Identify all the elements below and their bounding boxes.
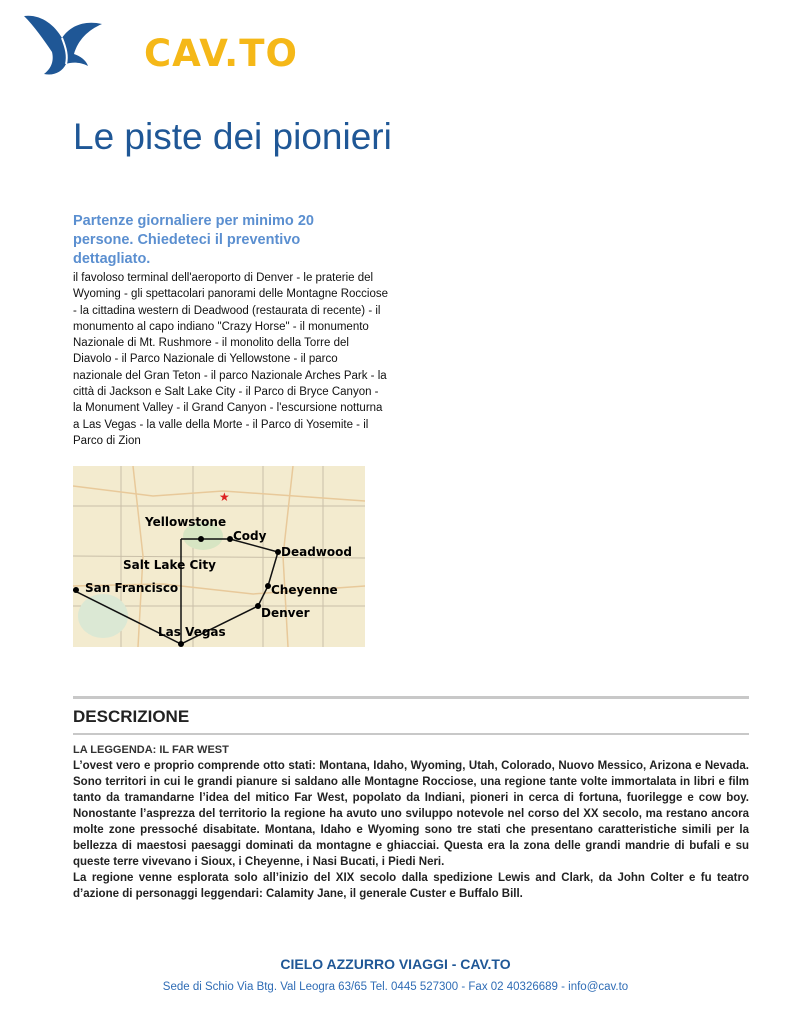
logo-text: CAV.TO [144, 32, 298, 75]
map-label-denver: Denver [261, 606, 310, 620]
description-body [73, 758, 749, 902]
page-subtitle: Partenze giornaliere per minimo 20 persone. Chiedeteci il preventivo dettagliato. [73, 213, 314, 267]
route-map-svg [73, 466, 365, 647]
footer-address: Sede di Schio Via Btg. Val Leogra 63/65 Tel. 0445 527300 - Fax 02 40326689 - info@cav.to [162, 981, 629, 993]
section-divider-top [73, 696, 749, 699]
bird-logo-icon [22, 10, 114, 80]
description-paragraph: L’ovest vero e proprio comprende otto stati: Montana, Idaho, Wyoming, Utah, Colorado, Nuovo Messico, Arizona e Nevada. Sono territori in cui le grandi pianure si saldano alle Montagne Rocciose, una regione tante volte immortalata in libri e film tanto da tramandarne l’idea del mitico Far West, popolato da Indiani, pioneri in cerca di fortuna, fuorilegge e cow boy. Nonostante l’asprezza del territorio la regione ha avuto uno sviluppo notevole nel corso del XX secolo, ma restano ancora molte zone pressoché disabitate. Montana, Idaho e Wyoming sono tre stati che presentano caratteristiche simili per la bellezza di maestosi paesaggi dominati da montagne e ghiacciai. Questa era la zona delle grandi mandrie di bufali e su queste terre vivevano i Sioux, i Cheyenne, i Nasi Bucati, i Piedi Neri. [73, 760, 749, 868]
map-label-deadwood: Deadwood [281, 545, 352, 559]
section-divider-bottom [73, 733, 749, 735]
description-paragraph: La regione venne esplorata solo all’inizio del XIX secolo dalla spedizione Lewis and Clark, da John Colter e fu teatro d’azione di personaggi leggendari: Calamity Jane, il generale Custer e Buffalo Bill. [73, 872, 749, 900]
company-logo [22, 10, 298, 80]
star-icon: ★ [219, 490, 230, 504]
map-label-yellowstone: Yellowstone [145, 515, 227, 529]
map-label-cheyenne: Cheyenne [271, 583, 338, 597]
map-label-san-francisco: San Francisco [85, 581, 179, 595]
map-label-salt-lake-city: Salt Lake City [123, 558, 216, 572]
map-label-las-vegas: Las Vegas [158, 625, 226, 639]
map-label-cody: Cody [233, 529, 267, 543]
route-map [73, 466, 365, 647]
itinerary-intro: il favoloso terminal dell'aeroporto di Denver - le praterie del Wyoming - gli spettacolari panorami delle Montagne Rocciose - la cittadina western di Deadwood (restaurata di recente) - il monumento al capo indiano "Crazy Horse" - il monumento Nazionale di Mt. Rushmore - il monolito della Torre del Diavolo - il Parco Nazionale di Yellowstone - il parco nazionale del Gran Teton - il parco Nazionale Arches Park - la città di Jackson e Salt Lake City - il Parco di Bryce Canyon - la Monument Valley - il Grand Canyon - l'escursione notturna a Las Vegas - la valle della Morte - il Parco di Yosemite - il Parco di Zion [73, 272, 389, 447]
park-area [78, 594, 128, 638]
description-heading: DESCRIZIONE [73, 707, 190, 726]
page-title: Le piste dei pionieri [73, 116, 392, 157]
footer-company: CIELO AZZURRO VIAGGI - CAV.TO [280, 956, 511, 972]
description-subheading: LA LEGGENDA: IL FAR WEST [73, 744, 229, 756]
